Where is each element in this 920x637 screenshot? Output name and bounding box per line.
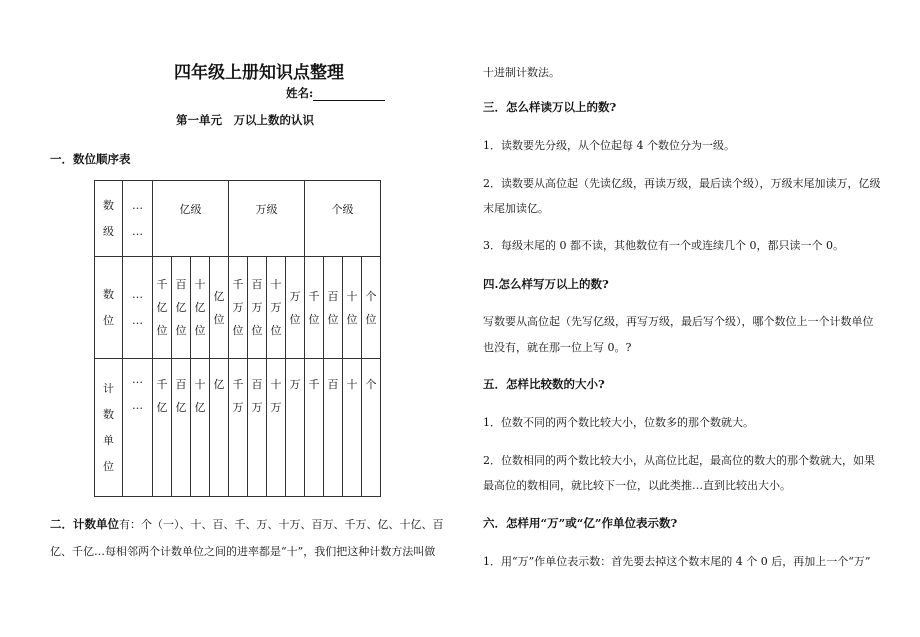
- level-ge: 个级: [305, 181, 381, 257]
- unit-cell: 十 万: [267, 359, 286, 497]
- section3-para2a: 2．读数要从高位起（先读亿级，再读万级，最后读个级），万级末尾加读万，亿级: [483, 177, 881, 190]
- section3-para3: 3．每级末尾的 0 都不读，其他数位有一个或连续几个 0，都只读一个 0。: [483, 239, 844, 252]
- section2-heading: 二．计数单位: [50, 517, 119, 531]
- level-yi: 亿级: [153, 181, 229, 257]
- section4-para1a: 写数要从高位起（先写亿级，再写万级，最后写个级），哪个数位上一个计数单位: [483, 315, 874, 328]
- position-cell: 百 位: [324, 257, 343, 359]
- position-cell: 百 亿 位: [172, 257, 191, 359]
- position-cell: 千 万 位: [229, 257, 248, 359]
- position-cell: 个 位: [362, 257, 381, 359]
- section3-para1: 1．读数要先分级，从个位起每 4 个数位分为一级。: [483, 139, 735, 152]
- name-blank-line: [313, 88, 385, 101]
- section5-para2a: 2．位数相同的两个数比较大小，从高位比起，最高位的数大的那个数就大，如果: [483, 454, 875, 467]
- dots-cell: … …: [123, 181, 153, 257]
- section5-para1: 1．位数不同的两个数比较大小，位数多的那个数就大。: [483, 416, 754, 429]
- name-field: [286, 85, 385, 101]
- unit-cell: 百: [324, 359, 343, 497]
- name-label: 姓名:: [286, 86, 314, 100]
- page-title: 四年级上册知识点整理: [174, 63, 344, 83]
- unit-cell: 百 万: [248, 359, 267, 497]
- dots-cell: … …: [123, 359, 153, 497]
- row-levels: [95, 181, 381, 257]
- row-units: [95, 359, 381, 497]
- continuation-line: 十进制计数法。: [483, 66, 560, 79]
- section6-heading: 六．怎样用“万”或“亿”作单位表示数?: [483, 516, 678, 530]
- unit-cell: 千 万: [229, 359, 248, 497]
- section6-para1: 1．用“万”作单位表示数：首先要去掉这个数末尾的 4 个 0 后，再加上一个“万”: [483, 555, 871, 568]
- position-cell: 亿 位: [210, 257, 229, 359]
- section2-line1: [50, 516, 444, 532]
- section3-heading: 三．怎么样读万以上的数?: [483, 100, 617, 114]
- section2-line2: 亿、千亿…每相邻两个计数单位之间的进率都是“十”，我们把这种计数方法叫做: [50, 545, 436, 558]
- unit-cell: 百 亿: [172, 359, 191, 497]
- row-positions: [95, 257, 381, 359]
- row-label-ji: 数级: [95, 181, 123, 257]
- position-cell: 万 位: [286, 257, 305, 359]
- unit-cell: 个: [362, 359, 381, 497]
- position-cell: 百 万 位: [248, 257, 267, 359]
- unit-title: 第一单元 万以上数的认识: [176, 113, 314, 127]
- section1-heading: 一．数位顺序表: [50, 152, 131, 166]
- position-cell: 十 位: [343, 257, 362, 359]
- section5-heading: 五．怎样比较数的大小?: [483, 377, 605, 391]
- section2-text1: 有：个（一）、十、百、千、万、十万、百万、千万、亿、十亿、百: [119, 518, 444, 531]
- row-label-danwei: 计数单位: [95, 359, 123, 497]
- level-wan: 万级: [229, 181, 305, 257]
- section5-para2b: 最高位的数相同，就比较下一位，以此类推…直到比较出大小。: [483, 479, 791, 492]
- unit-cell: 亿: [210, 359, 229, 497]
- dots-cell: … …: [123, 257, 153, 359]
- position-cell: 十 万 位: [267, 257, 286, 359]
- unit-cell: 十 亿: [191, 359, 210, 497]
- section3-para2b: 末尾加读亿。: [483, 202, 549, 215]
- section4-para1b: 也没有，就在那一位上写 0。?: [483, 341, 632, 354]
- unit-cell: 千 亿: [153, 359, 172, 497]
- position-cell: 千 位: [305, 257, 324, 359]
- row-label-wei: 数位: [95, 257, 123, 359]
- unit-cell: 十: [343, 359, 362, 497]
- position-cell: 十 亿 位: [191, 257, 210, 359]
- place-value-table: [94, 180, 381, 497]
- unit-cell: 万: [286, 359, 305, 497]
- unit-cell: 千: [305, 359, 324, 497]
- position-cell: 千 亿 位: [153, 257, 172, 359]
- section4-heading: 四.怎么样写万以上的数?: [483, 277, 609, 291]
